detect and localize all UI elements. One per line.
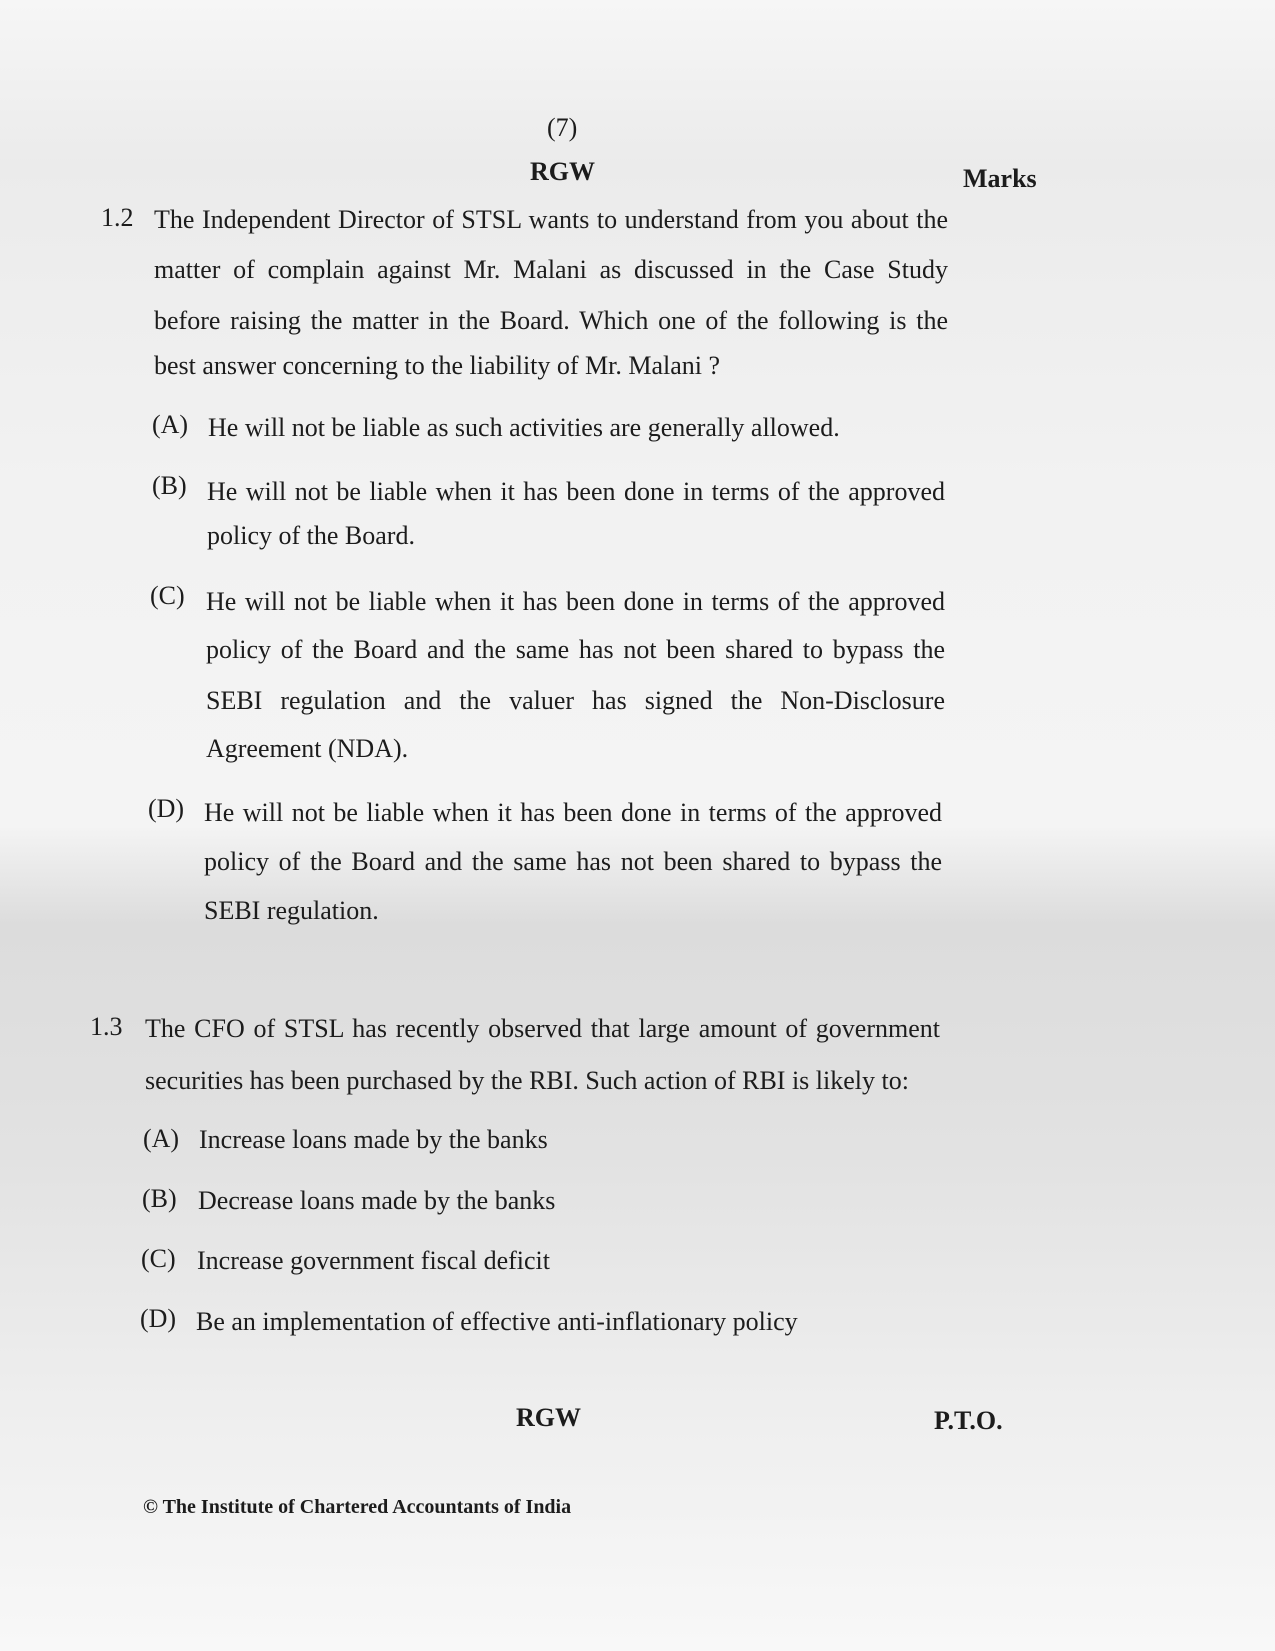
option-label: (B) (142, 1184, 177, 1213)
option-label: (A) (152, 410, 189, 439)
question-stem-line: securities has been purchased by the RBI. Such action of RBI is likely to: (145, 1066, 909, 1095)
marks-column-heading: Marks (963, 164, 1037, 193)
option-text: SEBI regulation and the valuer has signed the Non-Disclosure (206, 686, 945, 715)
option-text: He will not be liable as such activities are generally allowed. (208, 413, 840, 442)
option-text: policy of the Board and the same has not been shared to bypass the (206, 635, 945, 664)
option-label: (B) (152, 471, 187, 500)
copyright-notice: © The Institute of Chartered Accountants of India (143, 1496, 572, 1518)
option-label: (C) (141, 1244, 176, 1273)
option-text: Be an implementation of effective anti-inflationary policy (196, 1307, 798, 1336)
option-label: (A) (143, 1124, 180, 1153)
question-number: 1.3 (90, 1012, 123, 1041)
option-text: policy of the Board. (207, 521, 415, 550)
paper-code-header: RGW (530, 157, 595, 186)
option-text: Decrease loans made by the banks (198, 1186, 556, 1215)
option-text: Increase government fiscal deficit (197, 1246, 550, 1275)
option-text: Increase loans made by the banks (199, 1125, 548, 1154)
option-text: He will not be liable when it has been done in terms of the approved (207, 477, 945, 506)
question-stem-line: best answer concerning to the liability of Mr. Malani ? (154, 351, 721, 380)
paper-code-footer: RGW (516, 1403, 581, 1432)
option-text: policy of the Board and the same has not been shared to bypass the (204, 847, 942, 876)
please-turn-over: P.T.O. (934, 1406, 1003, 1435)
option-text: He will not be liable when it has been done in terms of the approved (206, 587, 945, 616)
question-stem-line: matter of complain against Mr. Malani as discussed in the Case Study (154, 255, 948, 284)
question-number: 1.2 (101, 203, 134, 232)
page-number: (7) (547, 113, 578, 142)
option-label: (C) (150, 581, 185, 610)
question-stem-line: The CFO of STSL has recently observed that large amount of government (145, 1014, 940, 1043)
question-stem-line: before raising the matter in the Board. Which one of the following is the (154, 306, 948, 335)
option-text: He will not be liable when it has been done in terms of the approved (204, 798, 942, 827)
option-text: SEBI regulation. (204, 896, 379, 925)
option-text: Agreement (NDA). (206, 734, 409, 763)
question-stem-line: The Independent Director of STSL wants to understand from you about the (154, 205, 948, 234)
option-label: (D) (148, 794, 185, 823)
option-label: (D) (140, 1304, 177, 1333)
